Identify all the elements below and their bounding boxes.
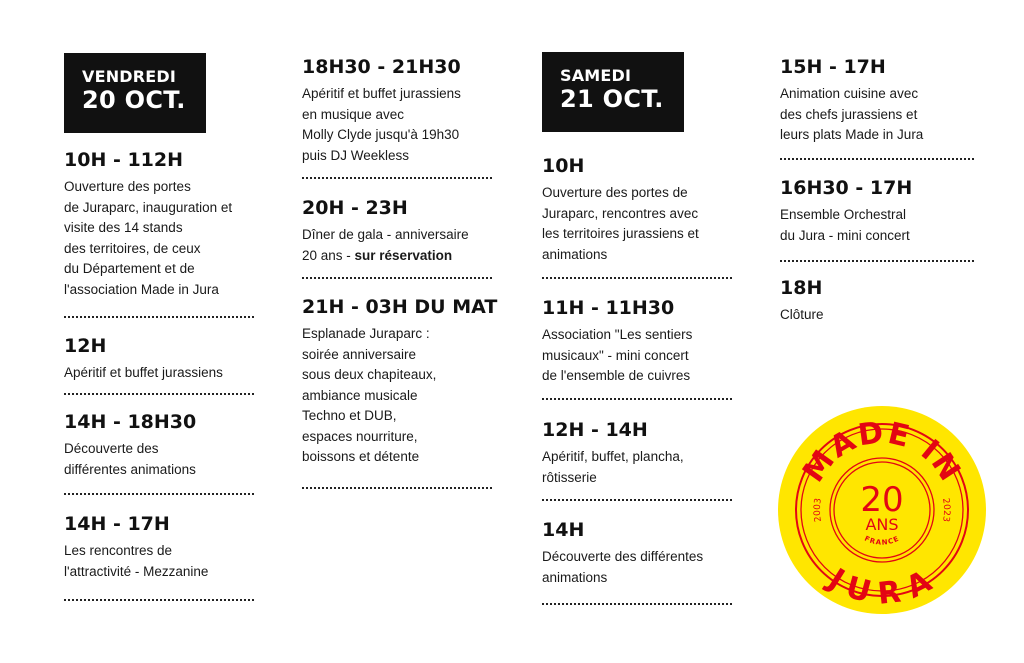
seal-year-right: 2023 — [940, 497, 952, 523]
event-time: 16H30 - 17H — [780, 177, 913, 199]
event-sat-11h — [542, 296, 692, 387]
event-fri-18h30 — [302, 55, 461, 166]
event-description: Association "Les sentiers musicaux" - mini concert de l'ensemble de cuivres — [542, 327, 693, 383]
seal-top-text: MADE IN — [796, 415, 968, 489]
event-time: 14H - 18H30 — [64, 411, 197, 433]
event-description: Ouverture des portes de Juraparc, rencontres avec les territoires jurassiens et animations — [542, 185, 699, 262]
event-description: Animation cuisine avec des chefs jurassiens et leurs plats Made in Jura — [780, 86, 924, 142]
event-sat-16h30 — [780, 176, 912, 246]
event-description: Esplanade Juraparc : soirée anniversaire sous deux chapiteaux, ambiance musicale Techno et DUB, espaces nourriture, boissons et détente — [302, 326, 437, 464]
event-sat-15h — [780, 55, 923, 146]
dotted-separator — [302, 177, 492, 179]
event-description: Apéritif, buffet, plancha, rôtisserie — [542, 449, 684, 485]
event-time: 10H — [542, 155, 585, 177]
seal-ans: ANS — [865, 515, 899, 534]
dotted-separator — [64, 493, 254, 495]
day-header-friday — [64, 53, 206, 133]
event-description: Ouverture des portes de Juraparc, inauguration et visite des 14 stands des territoires, de ceux du Département et de l'association Made in Jura — [64, 179, 233, 297]
event-time: 14H — [542, 519, 585, 541]
day-date: 20 OCT. — [82, 86, 186, 114]
event-sat-12h — [542, 418, 684, 488]
seal-bottom-text: JURA — [822, 561, 940, 612]
event-description: Les rencontres de l'attractivité - Mezzanine — [64, 543, 209, 579]
seal-country: FRANCE — [863, 534, 901, 547]
dotted-separator — [542, 277, 732, 279]
event-fri-21h — [302, 295, 497, 468]
dotted-separator — [780, 260, 974, 262]
event-time: 18H30 - 21H30 — [302, 56, 461, 78]
event-description: Découverte des différentes animations — [542, 549, 704, 585]
event-description: Ensemble Orchestral du Jura - mini concert — [780, 207, 910, 243]
made-in-jura-seal-logo — [777, 405, 987, 615]
event-time: 18H — [780, 277, 823, 299]
event-description: Clôture — [780, 307, 824, 322]
event-time: 10H - 112H — [64, 149, 184, 171]
event-fri-20h — [302, 196, 469, 266]
event-fri-10h — [64, 148, 232, 300]
dotted-separator — [302, 487, 492, 489]
event-sat-18h — [780, 276, 824, 326]
day-header-saturday — [542, 52, 684, 132]
event-time: 21H - 03H DU MAT — [302, 296, 498, 318]
event-sat-14h — [542, 518, 703, 588]
event-time: 14H - 17H — [64, 513, 170, 535]
event-description: Apéritif et buffet jurassiens — [64, 365, 223, 380]
dotted-separator — [64, 316, 254, 318]
dotted-separator — [542, 499, 732, 501]
day-name: VENDREDI — [82, 67, 177, 86]
seal-number: 20 — [860, 480, 904, 520]
seal-year-left: 2003 — [812, 497, 824, 523]
day-name: SAMEDI — [560, 66, 632, 85]
day-date: 21 OCT. — [560, 85, 664, 113]
reservation-note: sur réservation — [354, 247, 453, 263]
event-time: 15H - 17H — [780, 56, 886, 78]
dotted-separator — [542, 398, 732, 400]
event-time: 20H - 23H — [302, 197, 408, 219]
dotted-separator — [64, 393, 254, 395]
event-time: 12H - 14H — [542, 419, 648, 441]
event-sat-10h — [542, 154, 699, 265]
dotted-separator — [302, 277, 492, 279]
event-fri-14h-17h — [64, 512, 208, 582]
event-time: 12H — [64, 335, 107, 357]
event-description: Apéritif et buffet jurassiens en musique avec Molly Clyde jusqu'à 19h30 puis DJ Weekless — [302, 86, 461, 163]
event-time: 11H - 11H30 — [542, 297, 675, 319]
event-description: Découverte des différentes animations — [64, 441, 196, 477]
event-fri-14h-18h30 — [64, 410, 196, 480]
event-fri-12h — [64, 334, 223, 384]
dotted-separator — [64, 599, 254, 601]
dotted-separator — [542, 603, 732, 605]
event-description: Dîner de gala - anniversaire 20 ans - sur réservation — [302, 227, 469, 263]
dotted-separator — [780, 158, 974, 160]
